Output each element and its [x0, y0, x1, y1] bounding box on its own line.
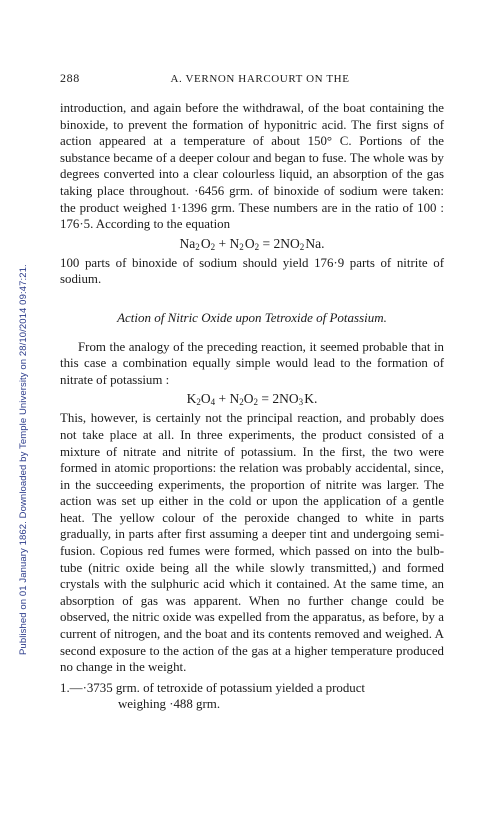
equation-sodium: $Na_2$ $O_2 + N_2$ $O_2 = 2NO_2$ Na. [179, 235, 325, 252]
running-title: A. VERNON HARCOURT ON THE [170, 73, 350, 85]
page-number: 288 [60, 71, 80, 85]
result-continuation: weighing ·488 grm. [118, 697, 221, 712]
running-header [60, 70, 444, 90]
paragraph-4: This, however, is certainly not the principal reaction, and probably does not take place at all. In three experiments, the product consisted of a mixture of nitrate and nitrite of potassium. In the first, the two were formed in atomic proportions: the relation was probably accidental, since, in the succeeding experiments, the proportion of nitrite was larger. The action was set up either in the cold or upon the application of a gentle heat. The yellow colour of the peroxide changed to white in parts gradually, in parts after first assuming a deeper tint and undergoing semi-fusion. Copious red fumes were formed, which passed on into the bulb-tube (nitric oxide being all the while slowly transmitted,) and formed crystals with the sulphuric acid which it contained. At the same time, an absorption of gas was apparent. When no further change could be observed, the nitric oxide was expelled from the apparatus, as before, by a current of nitrogen, and the boat and its contents removed and weighed. A second exposure to the action of the gas at a higher temperature produced no change in the weight. [60, 411, 444, 675]
equation-potassium: $K_2O_4 + N_2O_2 = 2NO_3$ K. [186, 391, 318, 408]
page-body [60, 70, 444, 713]
paragraph-2: 100 parts of binoxide of sodium should yield 176·9 parts of nitrite of sodium. [60, 255, 444, 287]
paragraph-3: From the analogy of the preceding reaction, it seemed probable that in this case a combination equally simple would lead to the formation of nitrate of potassium : [60, 339, 444, 387]
result-label: 1.— [60, 680, 83, 695]
result-text: ·3735 grm. of tetroxide of potassium yielded a product [82, 680, 366, 695]
paragraph-1: introduction, and again before the withdrawal, of the boat containing the binoxide, to prevent the formation of hyponitric acid. The first signs of action appeared at a temperature of about 150° C. Portions of the substance became of a deeper colour and began to fuse. The whole was by degrees converted into a clear colourless liquid, an absorption of the gas taking place throughout. ·6456 grm. of binoxide of sodium were taken: the product weighed 1·1396 grm. These numbers are in the ratio of 100 : 176·5. According to the equation [60, 101, 444, 232]
download-notice [6, 100, 29, 660]
download-notice-text: Published on 01 January 1862. Downloaded by Temple University on 28/10/2014 09:47:21. [18, 264, 29, 655]
section-heading: Action of Nitric Oxide upon Tetroxide of Potassium. [117, 309, 387, 325]
experiment-result-1 [60, 680, 444, 713]
